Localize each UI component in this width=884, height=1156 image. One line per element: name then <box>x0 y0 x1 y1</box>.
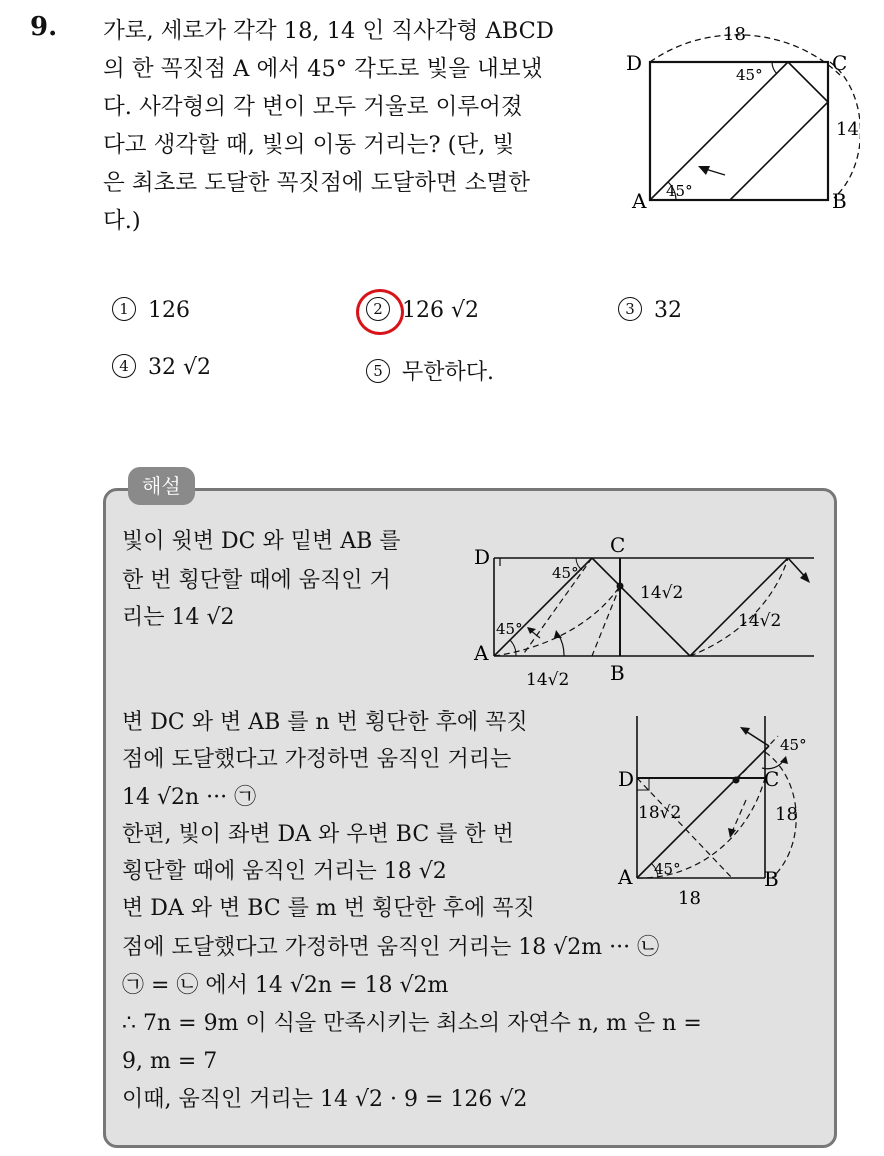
angle-label-bottom: 45° <box>496 620 523 638</box>
segment-label-bottom: 14√2 <box>526 670 570 690</box>
vertex-label-b: B <box>832 189 847 213</box>
question-line: 가로, 세로가 각각 18, 14 인 직사각형 ABCD <box>103 18 554 44</box>
vertex-label-c: C <box>832 51 848 75</box>
choice-2[interactable] <box>366 298 479 323</box>
vertex-label-b: B <box>610 661 625 685</box>
vertex-label-d: D <box>474 545 491 569</box>
choice-marker: 1 <box>112 297 136 321</box>
vertex-label-c: C <box>764 767 780 791</box>
solution-line: 변 DA 와 변 BC 를 m 번 횡단한 후에 꼭짓 <box>122 896 535 921</box>
choice-marker: 5 <box>366 359 390 383</box>
choice-marker: 3 <box>618 297 642 321</box>
choice-4[interactable] <box>112 355 211 380</box>
solution-figure-vertical <box>612 712 827 912</box>
angle-label-bottom: 45° <box>666 182 693 200</box>
vertex-label-a: A <box>632 189 647 213</box>
solution-line: ㉠ = ㉡ 에서 14 √2n = 18 √2m <box>122 973 449 998</box>
choice-text: 32 √2 <box>148 355 212 380</box>
choice-text: 126 <box>148 298 190 323</box>
solution-figure-unfolded <box>470 530 822 695</box>
solution-line: ∴ 7n = 9m 이 식을 만족시키는 최소의 자연수 n, m 은 n = <box>122 1011 702 1036</box>
solution-line: 이때, 움직인 거리는 14 √2 · 9 = 126 √2 <box>122 1087 528 1112</box>
angle-label-top: 45° <box>736 66 763 84</box>
solution-tag: 해설 <box>128 467 195 505</box>
question-line: 다.) <box>103 208 141 234</box>
choice-3[interactable] <box>618 298 682 323</box>
question-number: 9. <box>30 12 58 42</box>
solution-line: 변 DC 와 변 AB 를 n 번 횡단한 후에 꼭짓 <box>122 710 528 735</box>
angle-label-top: 45° <box>552 564 579 582</box>
question-figure <box>620 20 860 220</box>
choice-marker: 4 <box>112 354 136 378</box>
solution-line: 리는 14 √2 <box>122 605 235 630</box>
solution-line: 한편, 빛이 좌변 DA 와 우변 BC 를 한 번 <box>122 822 514 847</box>
angle-label-top: 45° <box>780 736 807 754</box>
vertex-label-a: A <box>618 865 633 889</box>
solution-line: 횡단할 때에 움직인 거리는 18 √2 <box>122 859 447 884</box>
solution-line: 14 √2n ··· ㉠ <box>122 785 257 810</box>
choice-text: 무한하다. <box>402 360 495 385</box>
diagonal-label: 18√2 <box>638 803 682 823</box>
solution-line: 한 번 횡단할 때에 움직인 거 <box>122 568 391 593</box>
vertex-label-d: D <box>618 767 635 791</box>
question-line: 다고 생각할 때, 빛의 이동 거리는? (단, 빛 <box>103 132 515 158</box>
side-dimension-label: 14 <box>836 119 859 140</box>
solution-line: 점에 도달했다고 가정하면 움직인 거리는 18 √2m ··· ㉡ <box>122 935 660 960</box>
side-label: 18 <box>775 804 798 825</box>
segment-label-middle: 14√2 <box>640 583 684 603</box>
solution-line: 점에 도달했다고 가정하면 움직인 거리는 <box>122 747 512 772</box>
solution-line: 9, m = 7 <box>122 1049 218 1074</box>
choice-text: 126 √2 <box>402 298 479 323</box>
top-dimension-label: 18 <box>723 24 746 45</box>
question-line: 의 한 꼭짓점 A 에서 45° 각도로 빛을 내보냈 <box>103 56 543 82</box>
segment-label-right: 14√2 <box>738 611 782 631</box>
vertex-label-a: A <box>474 641 489 665</box>
choice-5[interactable] <box>366 355 494 386</box>
choice-1[interactable] <box>112 298 190 323</box>
vertex-label-b: B <box>764 867 779 891</box>
choice-text: 32 <box>654 298 682 323</box>
vertex-label-d: D <box>626 51 643 75</box>
bottom-label: 18 <box>678 888 701 909</box>
solution-line: 빛이 윗변 DC 와 밑변 AB 를 <box>122 529 401 554</box>
question-line: 은 최초로 도달한 꼭짓점에 도달하면 소멸한 <box>103 170 530 196</box>
angle-label-bottom: 45° <box>654 860 681 878</box>
choice-marker: 2 <box>366 297 390 321</box>
vertex-label-c: C <box>610 533 626 557</box>
question-line: 다. 사각형의 각 변이 모두 거울로 이루어졌 <box>103 94 523 120</box>
question-text <box>103 12 608 240</box>
